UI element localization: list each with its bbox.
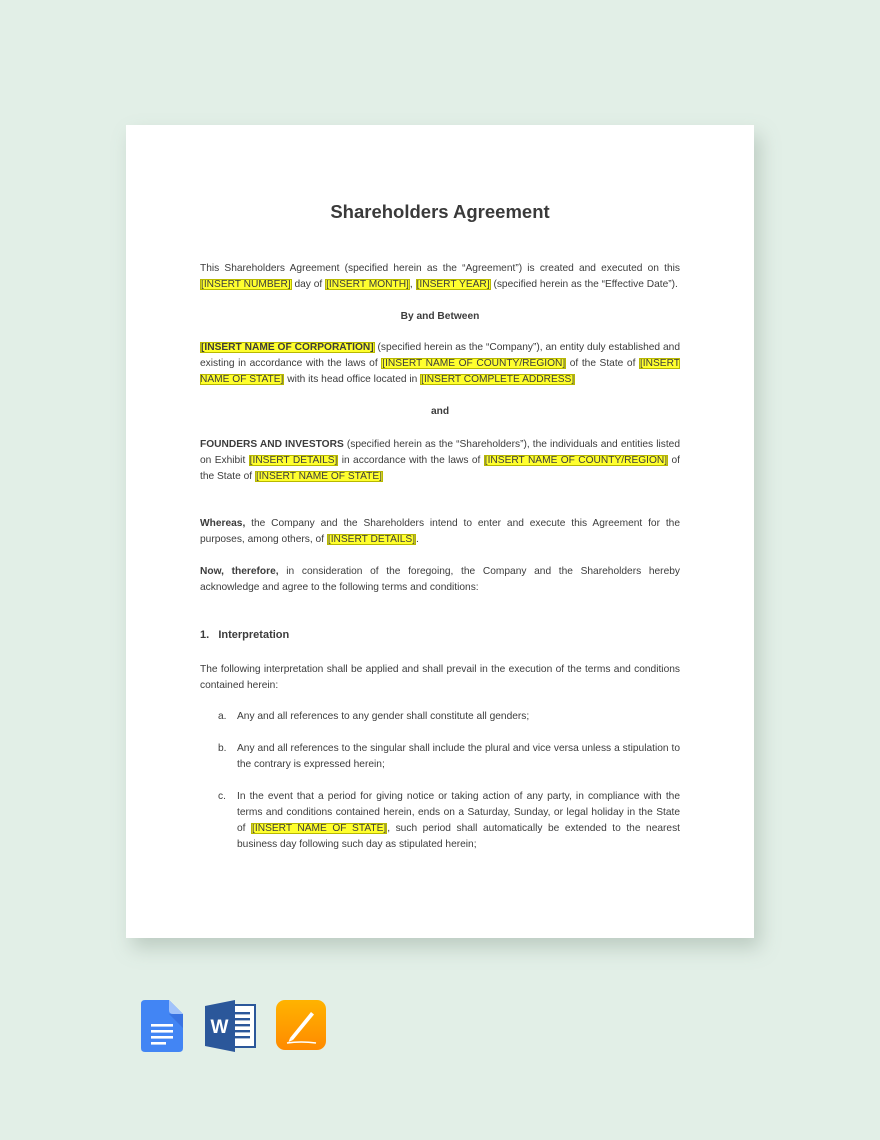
intro-paragraph: This Shareholders Agreement (specified herein as the “Agreement”) is created and executed on this [INSERT NUMBER] day of [INSERT MONTH], [INSERT YEAR] (specified herein as the “Effective Date”).: [200, 263, 680, 290]
now-therefore-paragraph: Now, therefore, in consideration of the foregoing, the Company and the Shareholders hereby acknowledge and agree to the following terms and conditions:: [200, 566, 680, 593]
placeholder-state-name: [INSERT NAME OF STATE]: [255, 471, 382, 482]
list-item: b. Any and all references to the singular shall include the plural and vice versa unless a stipulation to the contrary is expressed herein;: [218, 743, 680, 770]
list-marker: c.: [218, 791, 226, 802]
document-title: Shareholders Agreement: [330, 201, 550, 222]
microsoft-word-icon[interactable]: [205, 1000, 257, 1052]
placeholder-corporation-name: [INSERT NAME OF CORPORATION]: [201, 342, 374, 353]
placeholder-details: [INSERT DETAILS]: [327, 534, 416, 545]
list-item: c. In the event that a period for giving notice or taking action of any party, in compliance with the terms and conditions contained herein, ends on a Saturday, Sunday, or legal holiday in the State of [INSERT NAME OF STATE], such period shall automatically be extended to the nearest business day following such day as stipulated herein;: [218, 791, 681, 850]
placeholder-insert-month: [INSERT MONTH]: [326, 279, 409, 290]
list-marker: a.: [218, 711, 227, 722]
document-page: [126, 125, 754, 938]
placeholder-insert-number: [INSERT NUMBER]: [201, 279, 291, 290]
list-marker: b.: [218, 743, 227, 754]
list-item: a. Any and all references to any gender shall constitute all genders;: [218, 709, 680, 725]
company-paragraph: [INSERT NAME OF CORPORATION] (specified herein as the “Company”), an entity duly established and existing in accordance with the laws of [INSERT NAME OF COUNTY/REGION] of the State of [INSERT NAME OF STATE] with its head office located in [INSERT COMPLETE ADDRESS]: [200, 342, 680, 385]
placeholder-insert-year: [INSERT YEAR]: [416, 279, 490, 290]
section-heading-interpretation: 1. Interpretation: [200, 629, 290, 641]
whereas-paragraph: Whereas, the Company and the Shareholders intend to enter and execute this Agreement for the purposes, among others, of [INSERT DETAILS].: [200, 518, 680, 545]
interpretation-intro: The following interpretation shall be applied and shall prevail in the execution of the terms and conditions contained herein:: [200, 664, 680, 691]
placeholder-details: [INSERT DETAILS]: [249, 455, 338, 466]
placeholder-county-region: [INSERT NAME OF COUNTY/REGION]: [484, 455, 668, 466]
svg-text:W: W: [210, 1017, 229, 1038]
google-docs-icon[interactable]: [141, 1000, 183, 1052]
placeholder-state-name: [INSERT NAME OF STATE]: [200, 358, 680, 385]
apple-pages-icon[interactable]: [276, 1000, 326, 1050]
placeholder-state-name: [INSERT NAME OF STATE]: [252, 823, 387, 834]
and-label: and: [430, 406, 450, 417]
placeholder-county-region: [INSERT NAME OF COUNTY/REGION]: [382, 358, 566, 369]
placeholder-complete-address: [INSERT COMPLETE ADDRESS]: [421, 374, 575, 385]
by-and-between-label: By and Between: [400, 311, 480, 322]
founders-paragraph: FOUNDERS AND INVESTORS (specified herein as the “Shareholders”), the individuals and entities listed on Exhibit [INSERT DETAILS] in accordance with the laws of [INSERT NAME OF COUNTY/REGION] of the State of [INSERT NAME OF STATE]: [200, 439, 680, 482]
